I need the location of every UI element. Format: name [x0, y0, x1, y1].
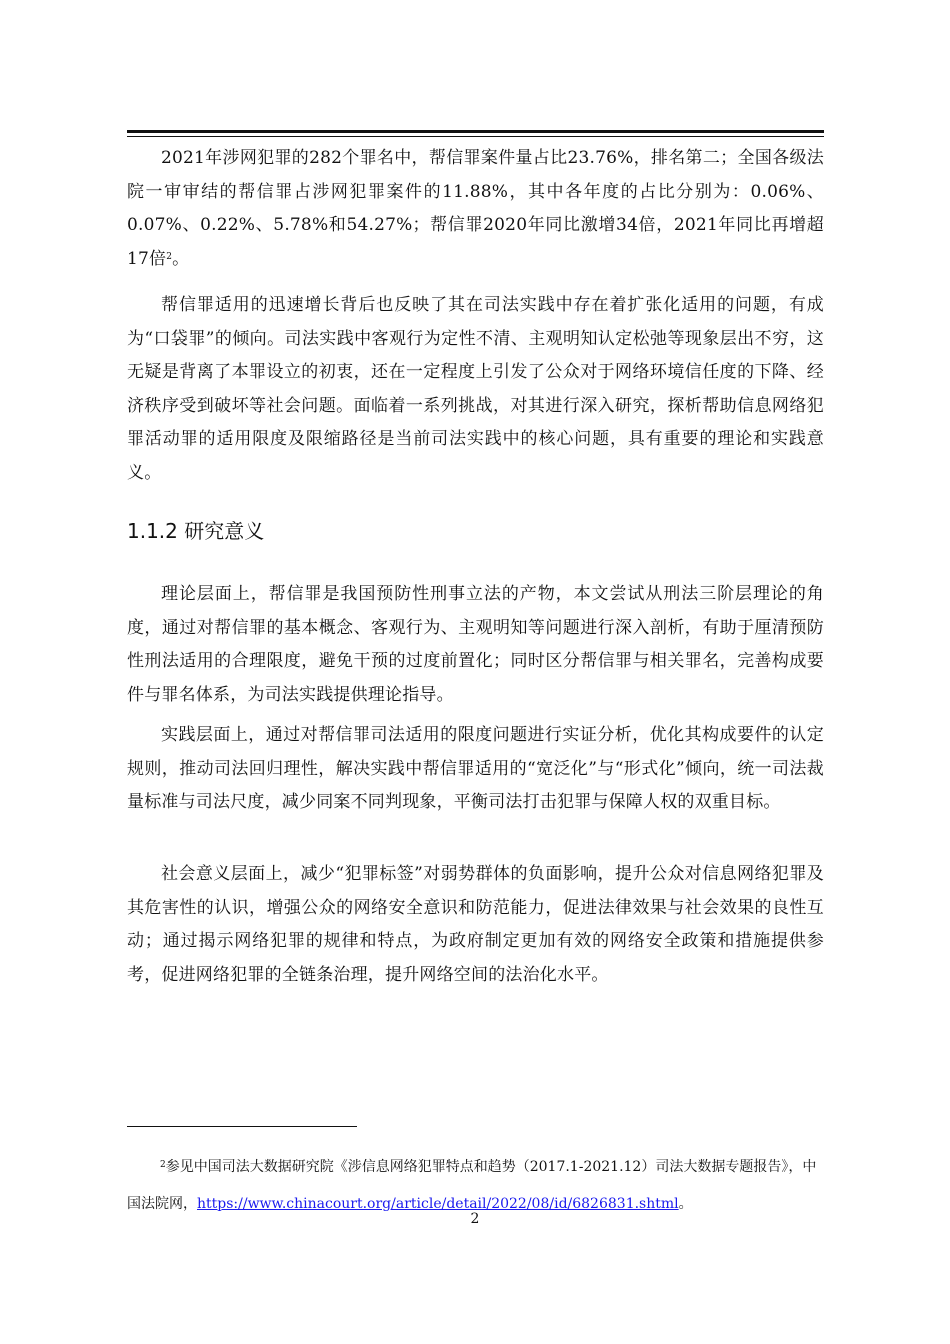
header-rule-thick	[127, 130, 824, 133]
footnote-end: 。	[678, 1196, 693, 1212]
paragraph-statistics	[127, 142, 824, 276]
paragraph-practice	[127, 719, 824, 820]
page-number: 2	[470, 1211, 480, 1227]
paragraph-theory	[127, 578, 824, 712]
paragraph-end: 。	[172, 248, 190, 269]
paragraph-text: 实践层面上，通过对帮信罪司法适用的限度问题进行实证分析，优化其构成要件的认定规则，推动司法回归理性，解决实践中帮信罪适用的“宽泛化”与“形式化”倾向，统一司法裁量标准与司法尺度，减少同案不同判现象，平衡司法打击犯罪与保障人权的双重目标。	[127, 725, 824, 812]
footnote-text: 参见中国司法大数据研究院《涉信息网络犯罪特点和趋势（2017.1-2021.12）司法大数据专题报告》，中国法院网，	[127, 1159, 817, 1212]
paragraph-text: 2021年涉网犯罪的282个罪名中，帮信罪案件量占比23.76%，排名第二；全国各级法院一审审结的帮信罪占涉网犯罪案件的11.88%，其中各年度的占比分别为：0.06%、0.07%、0.22%、5.78%和54.27%；帮信罪2020年同比激增34倍，2021年同比再增超17倍	[127, 148, 824, 269]
paragraph-text: 理论层面上，帮信罪是我国预防性刑事立法的产物，本文尝试从刑法三阶层理论的角度，通过对帮信罪的基本概念、客观行为、主观明知等问题进行深入剖析，有助于厘清预防性刑法适用的合理限度，避免干预的过度前置化；同时区分帮信罪与相关罪名，完善构成要件与罪名体系，为司法实践提供理论指导。	[127, 584, 824, 705]
header-rule-thin	[127, 136, 824, 137]
paragraph-society	[127, 858, 824, 992]
footnote-separator	[127, 1126, 357, 1127]
footnote-link[interactable]: https://www.chinacourt.org/article/detail/2022/08/id/6826831.shtml	[197, 1196, 679, 1212]
section-heading: 1.1.2 研究意义	[127, 519, 265, 543]
footnote-marker: 2	[160, 1160, 166, 1170]
footnote-ref[interactable]: 2	[166, 251, 173, 262]
paragraph-background	[127, 289, 824, 490]
paragraph-text: 社会意义层面上，减少“犯罪标签”对弱势群体的负面影响，提升公众对信息网络犯罪及其危害性的认识，增强公众的网络安全意识和防范能力，促进法律效果与社会效果的良性互动；通过揭示网络犯罪的规律和特点，为政府制定更加有效的网络安全政策和措施提供参考，促进网络犯罪的全链条治理，提升网络空间的法治化水平。	[127, 864, 824, 985]
paragraph-text: 帮信罪适用的迅速增长背后也反映了其在司法实践中存在着扩张化适用的问题，有成为“口袋罪”的倾向。司法实践中客观行为定性不清、主观明知认定松弛等现象层出不穷，这无疑是背离了本罪设立的初衷，还在一定程度上引发了公众对于网络环境信任度的下降、经济秩序受到破坏等社会问题。面临着一系列挑战，对其进行深入研究，探析帮助信息网络犯罪活动罪的适用限度及限缩路径是当前司法实践中的核心问题，具有重要的理论和实践意义。	[127, 295, 824, 483]
